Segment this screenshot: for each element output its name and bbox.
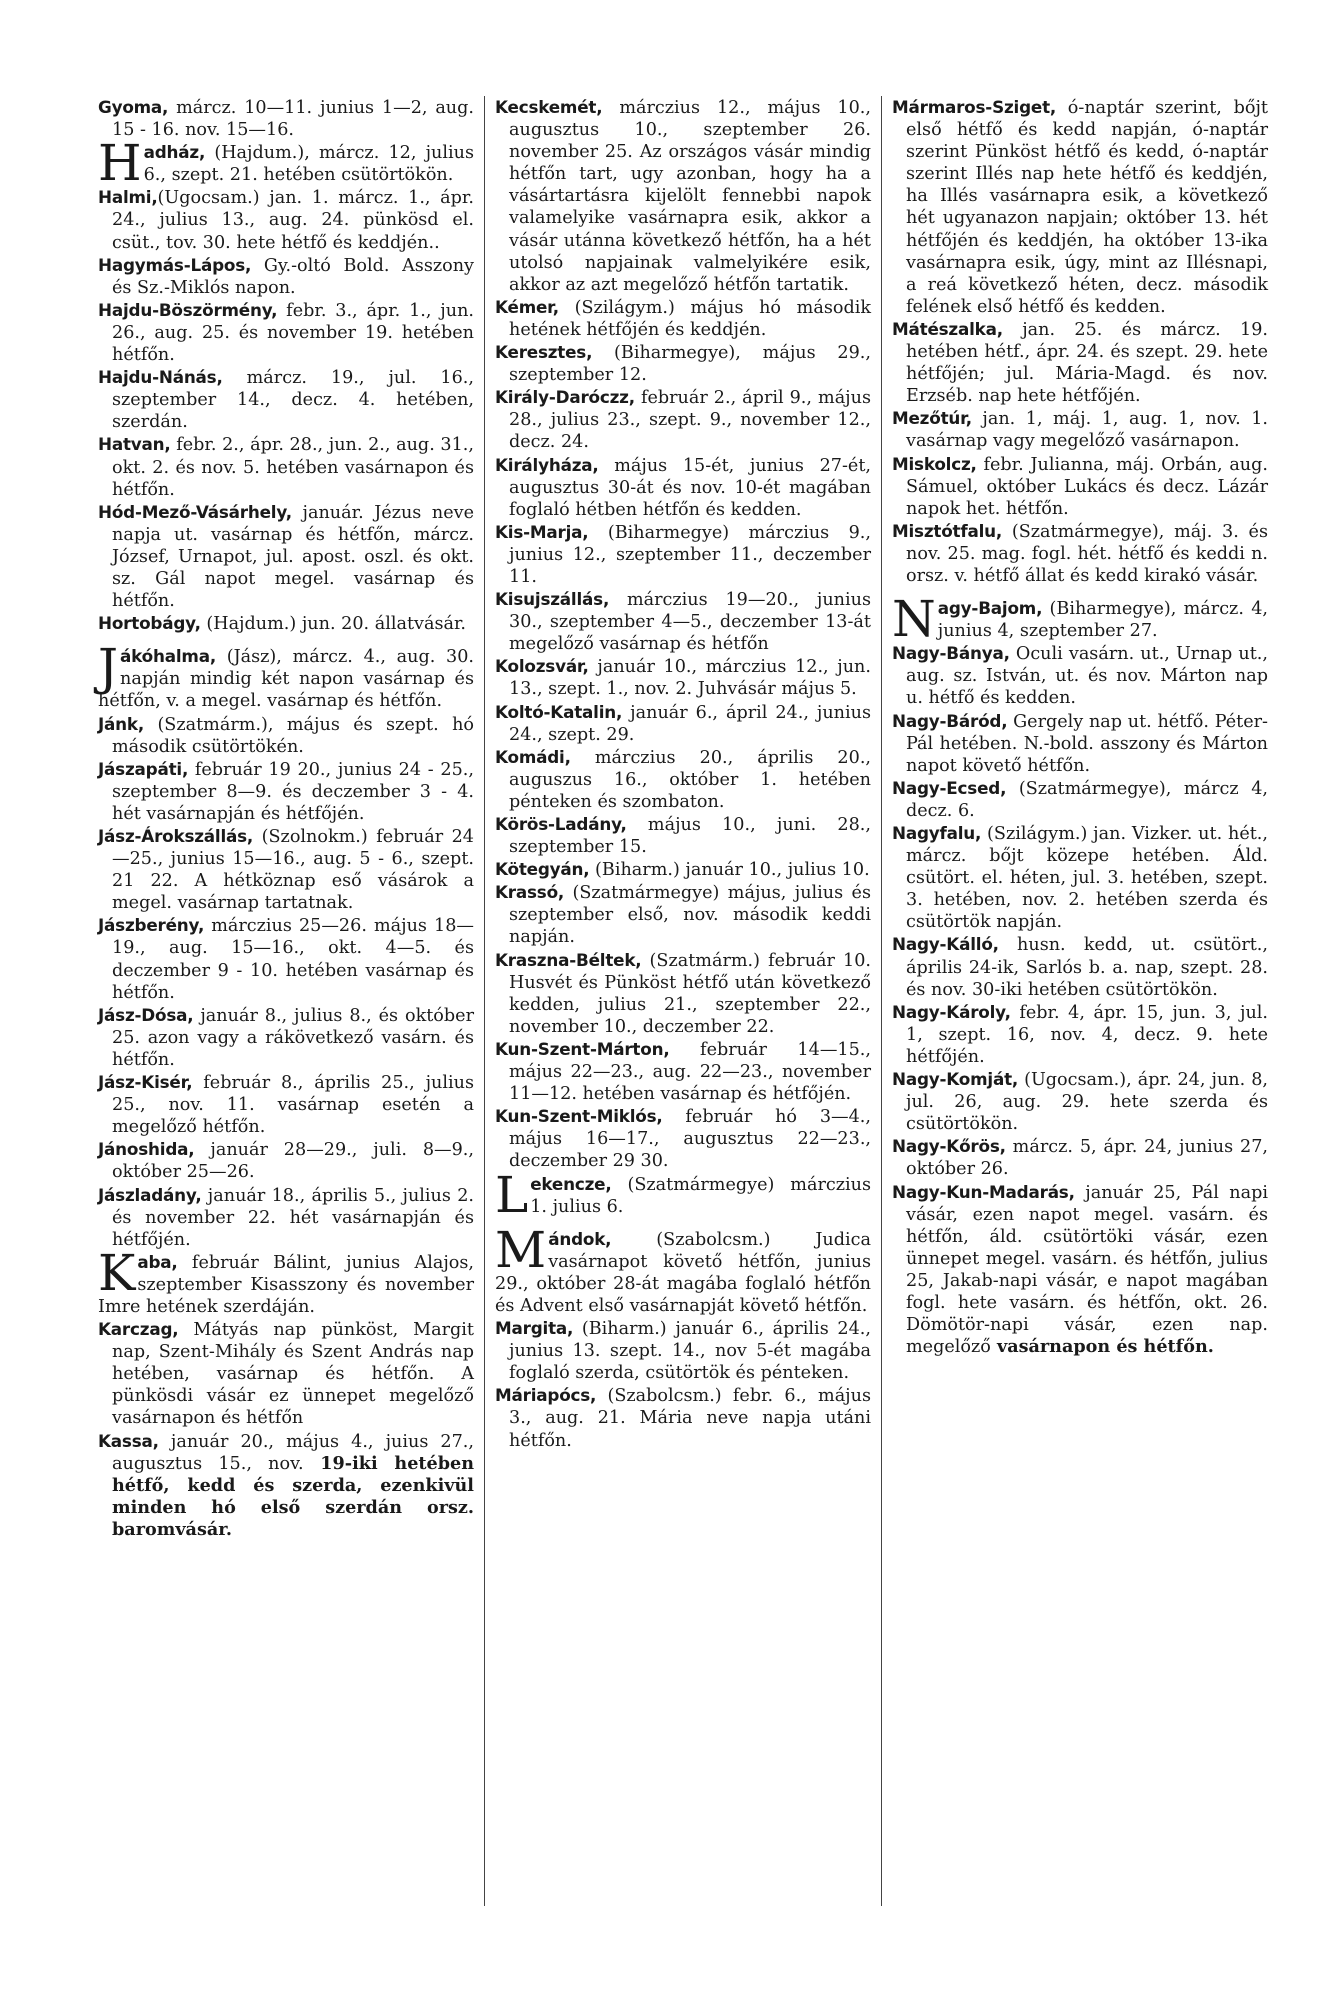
fair-dates: (Jász), márcz. 4., aug. 30. napján mindig két napon vasárnap és hétfőn, v. a megel. vasárnap és hétfőn.: [98, 647, 474, 712]
column-2: [484, 96, 871, 1906]
fair-entry: [98, 1138, 474, 1183]
fair-entry: [892, 590, 1268, 649]
fair-entry: [495, 813, 871, 858]
place-name: aba,: [137, 1251, 178, 1272]
fair-entry: [892, 1068, 1268, 1135]
place-name: Nagy-Komját,: [892, 1069, 1019, 1090]
fair-dates: márczius 25—26. május 18—19., aug. 15—16., okt. 4—5. és deczember 9 - 10. hetében vasárnap és hétfőn.: [112, 916, 474, 1003]
fair-dates: (Biharmegye) márczius 9., junius 12., szeptember 11., deczember 11.: [509, 522, 871, 587]
place-name: Krassó,: [495, 882, 565, 903]
column-1: [98, 96, 474, 1906]
place-name: Körös-Ladány,: [495, 814, 627, 834]
fair-entry: [892, 453, 1268, 520]
fair-entry: [892, 710, 1268, 777]
fair-entry: [98, 825, 474, 914]
fair-dates: (Szatmármegye), márcz 4, decz. 6.: [906, 778, 1268, 821]
place-name: Jász-Kisér,: [98, 1072, 193, 1093]
place-name: Kémer,: [495, 296, 559, 317]
fair-dates: február 19 20., junius 24 - 25., szeptember 8—9. és deczember 3 - 4. hét vasárnapján és hétfőjén.: [112, 759, 474, 824]
almanac-page: [98, 96, 1268, 1906]
fair-entry: [98, 366, 474, 433]
fair-dates: (Ugocsam.), ápr. 24, jun. 8, jul. 26, aug. 29. hete szerda és csütörtökön.: [906, 1070, 1268, 1135]
fair-dates: jan. 1, máj. 1, aug. 1, nov. 1. vasárnap vagy megelőző vasárnapon.: [906, 409, 1268, 452]
fair-entry: [98, 96, 474, 141]
fair-entry: [98, 1184, 474, 1251]
fair-entry: [892, 642, 1268, 709]
place-name: Miskolcz,: [892, 453, 977, 474]
place-name: Hód-Mező-Vásárhely,: [98, 501, 292, 522]
place-name: Király-Daróczz,: [495, 387, 635, 408]
fair-dates: (Szabolcsm.) Judica vasárnapot követő hétfőn, junius 29., október 28-át magába foglaló hétfőn és Advent első vasárnapját követő hétfőn.: [495, 1229, 871, 1316]
place-name: Halmi,: [98, 187, 158, 208]
fair-dates-bold: vasárnapon és hétfőn.: [990, 1336, 1214, 1358]
place-name: Hatvan,: [98, 434, 171, 455]
place-name: Kisujszállás,: [495, 589, 610, 610]
fair-entry: [892, 1135, 1268, 1180]
fair-dates: (Szilágym.) május hó második hetének hétfőjén és keddjén.: [509, 297, 871, 340]
fair-entry: [98, 186, 474, 253]
place-name: Nagyfalu,: [892, 823, 982, 843]
place-name: Nagy-Kun-Madarás,: [892, 1181, 1075, 1202]
place-name: Komádi,: [495, 746, 571, 767]
place-name: Kun-Szent-Márton,: [495, 1038, 670, 1059]
place-name: Hajdu-Böszörmény,: [98, 299, 278, 320]
fair-entry: [98, 254, 474, 299]
place-name: Kun-Szent-Miklós,: [495, 1106, 663, 1127]
fair-dates: márcz. 10—11. junius 1—2, aug. 15 - 16. nov. 15—16.: [112, 98, 474, 141]
fair-dates: márcz. 5, ápr. 24, junius 27, október 26.: [906, 1137, 1268, 1180]
fair-dates: (Hajdum.) jun. 20. állatvásár.: [200, 614, 467, 635]
fair-entry: [98, 433, 474, 500]
place-name: Jász-Dósa,: [98, 1004, 194, 1025]
fair-dates: (Hajdum.), márcz. 12, julius 6., szept. 21. hetében csütörtökön.: [143, 143, 474, 186]
place-name: Misztótfalu,: [892, 520, 1003, 541]
fair-entry: [98, 1004, 474, 1071]
place-name: ákóhalma,: [120, 646, 217, 667]
fair-entry: [98, 612, 474, 635]
fair-entry: [495, 1105, 871, 1172]
fair-entry: [495, 858, 871, 881]
place-name: Kraszna-Béltek,: [495, 949, 642, 970]
fair-dates: Gergely nap ut. hétfő. Péter-Pál hetében. N.-bold. asszony és Márton napot követő hétfőn.: [906, 711, 1268, 776]
fair-dates: márczius 19—20., junius 30., szeptember 4—5., deczember 13-át megelőző vasárnap és hétfőn: [509, 590, 871, 655]
fair-dates: január 10., márczius 12., jun. 13., szept. 1., nov. 2. Juhvásár május 5.: [509, 657, 871, 700]
fair-dates: (Biharm.) január 10., julius 10.: [589, 860, 870, 881]
column-3: [881, 96, 1268, 1906]
fair-entry: [495, 655, 871, 700]
fair-entry: [495, 588, 871, 655]
fair-entry: [892, 407, 1268, 452]
fair-entry: [892, 1181, 1268, 1359]
fair-entry: [495, 1220, 871, 1317]
place-name: Gyoma,: [98, 97, 169, 117]
fair-dates: február Bálint, junius Alajos, szeptember Kisasszony és november Imre hetének szerdáján.: [98, 1252, 474, 1317]
fair-entry: [495, 96, 871, 296]
place-name: Nagy-Kálló,: [892, 934, 999, 955]
fair-entry: [98, 914, 474, 1003]
fair-entry: [892, 520, 1268, 587]
fair-dates: február 14—15., május 22—23., aug. 22—23., november 11—12. hetében vasárnap és hétfőjén.: [509, 1039, 871, 1105]
fair-entry: [495, 701, 871, 746]
fair-entry: [495, 949, 871, 1038]
place-name: Hagymás-Lápos,: [98, 254, 252, 275]
fair-entry: [98, 713, 474, 758]
place-name: Mármaros-Sziget,: [892, 97, 1057, 117]
fair-dates: febr. 2., ápr. 28., jun. 2., aug. 31., okt. 2. és nov. 5. hetében vasárnapon és hétfőn.: [112, 435, 474, 500]
place-name: Jász-Árokszállás,: [98, 826, 254, 846]
fair-dates: febr. 3., ápr. 1., jun. 26., aug. 25. és november 19. hetében hétfőn.: [112, 300, 474, 366]
fair-dates: január 8., julius 8., és október 25. azon vagy a rákövetkező vasárn. és hétfőn.: [112, 1005, 474, 1070]
fair-entry: [495, 746, 871, 813]
drop-cap: H: [98, 134, 142, 193]
place-name: Királyháza,: [495, 454, 599, 475]
fair-dates: febr. 4, ápr. 15, jun. 3, jul. 1, szept. 16, nov. 4, decz. 9. hete hétfőjén.: [906, 1002, 1268, 1067]
place-name: Koltó-Katalin,: [495, 701, 623, 722]
fair-entry: [892, 96, 1268, 318]
fair-entry: [98, 758, 474, 825]
place-name: ándok,: [548, 1228, 612, 1249]
place-name: Karczag,: [98, 1319, 179, 1340]
fair-entry: [495, 1165, 871, 1224]
fair-dates: (Szatmármegye), máj. 3. és nov. 25. mag. fogl. hét. hétfő és keddi n. orsz. v. hétfő állat és kedd kirakó vásár.: [906, 521, 1268, 586]
place-name: Nagy-Kőrös,: [892, 1136, 1006, 1157]
place-name: Margita,: [495, 1318, 574, 1339]
fair-dates: Gy.-oltó Bold. Asszony és Sz.-Miklós napon.: [112, 255, 474, 298]
fair-dates: márczius 12., május 10., augusztus 10., szeptember 26. november 25. Az országos vásár mindig hétfőn tart, ugy azonban, hogy ha a vásártartásra kijelölt fennebbi napok valamelyike vasárnapra esik, akkor a vásár utánna következő hétfőn, ha a hét utolsó napjainak valmelyikére esik, akkor az azt megelőző hétfőn tartatik.: [509, 98, 871, 295]
fair-dates: (Biharmegye), márcz. 4, junius 4, szeptember 27.: [937, 599, 1268, 642]
place-name: Kolozsvár,: [495, 656, 589, 677]
fair-dates: január 25, Pál napi vásár, ezen napot megel. vasárn. és hétfőn, áld. csütörtöki vásár, ezen ünnepet megel. vasárn. és hétfőn, julius 25, Jakab-napi vásár, e napot magában fogl. hete vasárn. és hétfőn, okt. 26. Dömötör-napi vásár, ezen nap. megelőző: [906, 1182, 1268, 1358]
fair-dates: ó-naptár szerint, bőjt első hétfő és kedd napján, ó-naptár szerint Pünköst hétfő és kedd, ó-naptár szerint Illés nap hete hétfő és keddjén, ha Illés vasárnapra esik, a következő hét ugyanazon napjain; október 13. hét hétfőjén és keddjén, ha október 13-ika vasárnapra esik, úgy, mint az Illésnapi, a reá következő héten, decz. második felének első hétfő és kedden.: [906, 98, 1268, 317]
drop-cap: N: [892, 590, 936, 649]
fair-entry: [495, 1384, 871, 1451]
fair-entry: [98, 1430, 474, 1541]
fair-dates: (Szatmárm.) február 10. Husvét és Pünköst hétfő után következő kedden, julius 21., szeptember 22., november 10., deczember 22.: [509, 950, 871, 1037]
place-name: Mezőtúr,: [892, 408, 972, 429]
fair-dates: május 15-ét, junius 27-ét, augusztus 30-át és nov. 10-ét magában foglaló hétben hétfőn és kedden.: [509, 455, 871, 520]
fair-dates: (Szatmárm.), május és szept. hó második csütörtökén.: [112, 714, 474, 757]
place-name: Jászladány,: [98, 1184, 202, 1205]
fair-dates: február 2., ápril 9., május 28., julius 23., szept. 9., november 12., decz. 24.: [509, 388, 871, 453]
fair-dates: jan. 25. és márcz. 19. hetében hétf., ápr. 24. és szept. 29. hete hétfőjén; jul. Mária-Magd. és nov. Erzséb. nap hete hétfőjén.: [906, 319, 1268, 407]
place-name: Nagy-Ecsed,: [892, 777, 1007, 798]
fair-entry: [98, 299, 474, 366]
place-name: Hajdu-Nánás,: [98, 367, 223, 388]
place-name: Hortobágy,: [98, 613, 201, 634]
fair-entry: [495, 1038, 871, 1105]
fair-dates: márczius 20., április 20., auguszus 16., október 1. hetében pénteken és szombaton.: [509, 747, 871, 812]
fair-dates: február hó 3—4., május 16—17., augusztus 22—23., deczember 29 30.: [509, 1107, 871, 1172]
fair-entry: [98, 501, 474, 612]
fair-entry: [892, 1001, 1268, 1068]
fair-entry: [495, 454, 871, 521]
fair-dates: május 10., juni. 28., szeptember 15.: [509, 815, 871, 858]
fair-entry: [892, 318, 1268, 407]
place-name: Kis-Marja,: [495, 521, 589, 542]
fair-entry: [495, 1317, 871, 1384]
fair-dates: Mátyás nap pünköst, Margit nap, Szent-Mihály és Szent András nap hetében, vasárnap és hétfőn. A pünkösdi vásár ez ünnepet megelőző vasárnapon és hétfőn: [112, 1320, 474, 1429]
fair-entry: [495, 341, 871, 386]
fair-entry: [98, 638, 474, 712]
fair-entry: [495, 881, 871, 948]
place-name: Nagy-Báród,: [892, 710, 1008, 731]
fair-entry: [98, 1243, 474, 1318]
fair-dates: (Biharmegye), május 29., szeptember 12.: [509, 343, 871, 386]
drop-cap: J: [98, 638, 119, 697]
fair-entry: [892, 822, 1268, 933]
place-name: Mátészalka,: [892, 318, 1003, 339]
place-name: Nagy-Károly,: [892, 1001, 1011, 1022]
fair-entry: [98, 1318, 474, 1429]
fair-entry: [892, 777, 1268, 822]
fair-dates: márcz. 19., jul. 16., szeptember 14., decz. 4. hetében, szerdán.: [112, 368, 474, 433]
place-name: Máriapócs,: [495, 1385, 597, 1406]
place-name: Nagy-Bánya,: [892, 643, 1010, 664]
fair-dates: (Szatmármegye) márczius 1. julius 6.: [530, 1174, 871, 1217]
fair-dates: (Ugocsam.) jan. 1. márcz. 1., ápr. 24., julius 13., aug. 24. pünkösd el. csüt., tov. 30. hete hétfő és keddjén..: [112, 188, 474, 253]
fair-dates: (Szatmármegye) május, julius és szeptember első, nov. második keddi napján.: [509, 883, 871, 948]
fair-entry: [98, 134, 474, 193]
fair-entry: [495, 296, 871, 341]
fair-entry: [495, 386, 871, 453]
fair-dates: (Szabolcsm.) febr. 6., május 3., aug. 21. Mária neve napja utáni hétfőn.: [509, 1386, 871, 1451]
fair-entry: [892, 933, 1268, 1000]
place-name: adház,: [143, 142, 206, 163]
place-name: ekencze,: [530, 1173, 612, 1194]
fair-dates: (Szilágym.) jan. Vizker. ut. hét., márcz. bőjt közepe hetében. Áld. csütört. el. héten, jul. 3. hetében, szept. 3. hetében, nov. 2. hetében szerda és csütörtök napján.: [906, 824, 1268, 933]
fair-entry: [495, 521, 871, 588]
drop-cap: M: [495, 1220, 547, 1279]
fair-dates: Oculi vasárn. ut., Urnap ut., aug. sz. István, ut. és nov. Márton nap u. hétfő és kedden.: [906, 644, 1268, 709]
place-name: Keresztes,: [495, 342, 593, 363]
fair-dates: január 6., ápril 24., junius 24., szept. 29.: [509, 702, 871, 745]
fair-dates: febr. Julianna, máj. Orbán, aug. Sámuel, október Lukács és decz. Lázár napok het. hétfőn.: [906, 454, 1268, 519]
fair-dates-bold: 19-iki hetében hétfő, kedd és szerda, ezenkivül minden hó első szerdán orsz. baromvásár.: [112, 1452, 474, 1540]
place-name: Kecskemét,: [495, 97, 603, 117]
place-name: Jánoshida,: [98, 1139, 195, 1160]
drop-cap: L: [495, 1165, 529, 1224]
drop-cap: K: [98, 1243, 136, 1302]
fair-dates: (Szolnokm.) február 24—25., junius 15—16., aug. 5 - 6., szept. 21 22. A hétköznap eső vásárok a megel. vasárnap tartatnak.: [112, 827, 474, 914]
fair-dates: január. Jézus neve napja ut. vasárnap és hétfőn, márcz. József, Urnapot, jul. apost. oszl. és okt. sz. Gál napot megel. vasárnap és hétfőn.: [112, 502, 474, 612]
place-name: Jászberény,: [98, 915, 205, 936]
fair-dates: január 20., május 4., juius 27., augusztus 15., nov.: [112, 1431, 474, 1474]
fair-dates: január 18., április 5., julius 2. és november 22. hét vasárnapján és hétfőjén.: [112, 1185, 474, 1250]
fair-dates: (Biharm.) január 6., április 24., junius 13. szept. 14., nov 5-ét magába foglaló szerda, csütörtök és pénteken.: [509, 1319, 871, 1384]
fair-entry: [98, 1071, 474, 1138]
place-name: Jászapáti,: [98, 758, 189, 779]
place-name: Kassa,: [98, 1430, 159, 1451]
place-name: Kötegyán,: [495, 859, 590, 880]
fair-dates: január 28—29., juli. 8—9., október 25—26.: [112, 1140, 474, 1183]
fair-dates: február 8., április 25., julius 25., nov. 11. vasárnap esetén a megelőző hétfőn.: [112, 1073, 474, 1138]
place-name: Jánk,: [98, 713, 145, 734]
fair-dates: husn. kedd, ut. csütört., április 24-ik, Sarlós b. a. nap, szept. 28. és nov. 30-iki hetében csütörtökön.: [906, 935, 1268, 1000]
place-name: agy-Bajom,: [937, 598, 1043, 619]
